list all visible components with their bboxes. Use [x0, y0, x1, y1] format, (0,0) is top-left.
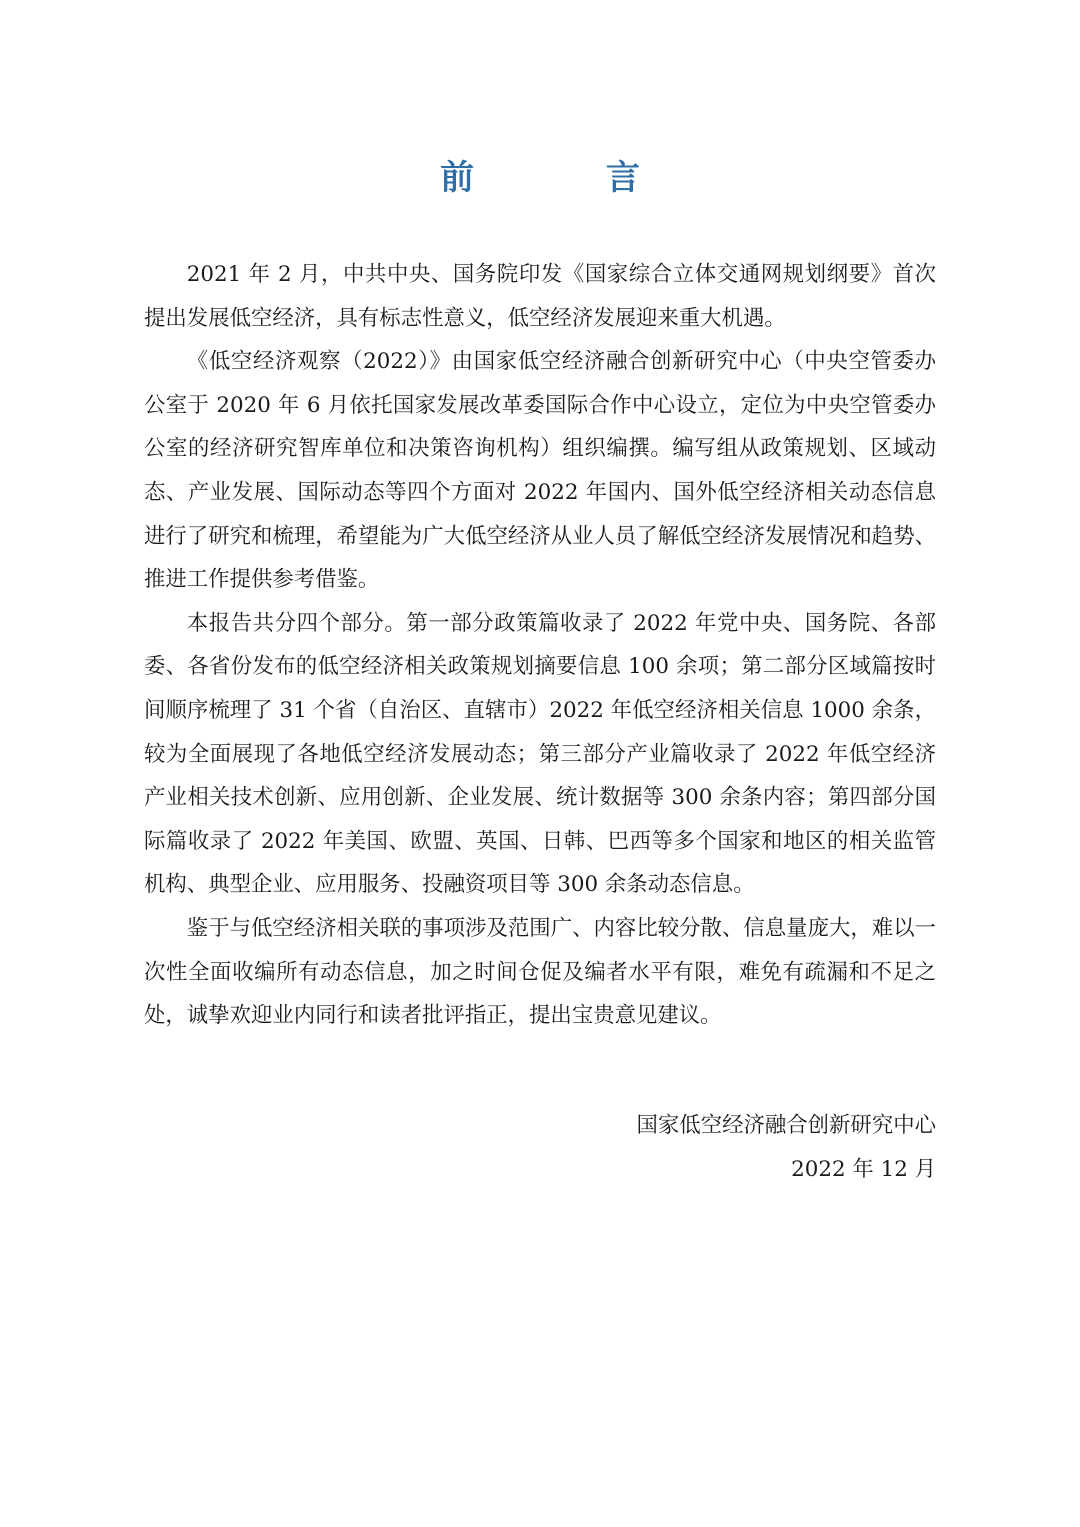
page-title: 前 言 — [440, 158, 700, 198]
signature-date: 2022 年 12 月 — [791, 1156, 936, 1182]
paragraph-3: 本报告共分四个部分。第一部分政策篇收录了 2022 年党中央、国务院、各部委、各省份发布的低空经济相关政策规划摘要信息 100 余项；第二部分区域篇按时间顺序梳理了 31 个省（自治区、直辖市）2022 年低空经济相关信息 1000 余条，较为全面展现了各地低空经济发展动态；第三部分产业篇收录了 2022 年低空经济产业相关技术创新、应用创新、企业发展、统计数据等 300 余条内容；第四部分国际篇收录了 2022 年美国、欧盟、英国、日韩、巴西等多个国家和地区的相关监管机构、典型企业、应用服务、投融资项目等 300 余条动态信息。 — [144, 610, 936, 898]
paragraph-2: 《低空经济观察（2022）》由国家低空经济融合创新研究中心（中央空管委办公室于 2020 年 6 月依托国家发展改革委国际合作中心设立，定位为中央空管委办公室的经济研究智库单位和决策咨询机构）组织编撰。编写组从政策规划、区域动态、产业发展、国际动态等四个方面对 2022 年国内、国外低空经济相关动态信息进行了研究和梳理，希望能为广大低空经济从业人员了解低空经济发展情况和趋势、推进工作提供参考借鉴。 — [144, 349, 936, 593]
signature-block — [336, 1104, 936, 1191]
preface-body — [144, 253, 936, 1038]
paragraph-1: 2021 年 2 月，中共中央、国务院印发《国家综合立体交通网规划纲要》首次提出发展低空经济，具有标志性意义，低空经济发展迎来重大机遇。 — [144, 262, 936, 331]
signature-organization: 国家低空经济融合创新研究中心 — [636, 1113, 936, 1138]
paragraph-4: 鉴于与低空经济相关联的事项涉及范围广、内容比较分散、信息量庞大，难以一次性全面收编所有动态信息，加之时间仓促及编者水平有限，难免有疏漏和不足之处，诚挚欢迎业内同行和读者批评指正，提出宝贵意见建议。 — [144, 915, 936, 1029]
